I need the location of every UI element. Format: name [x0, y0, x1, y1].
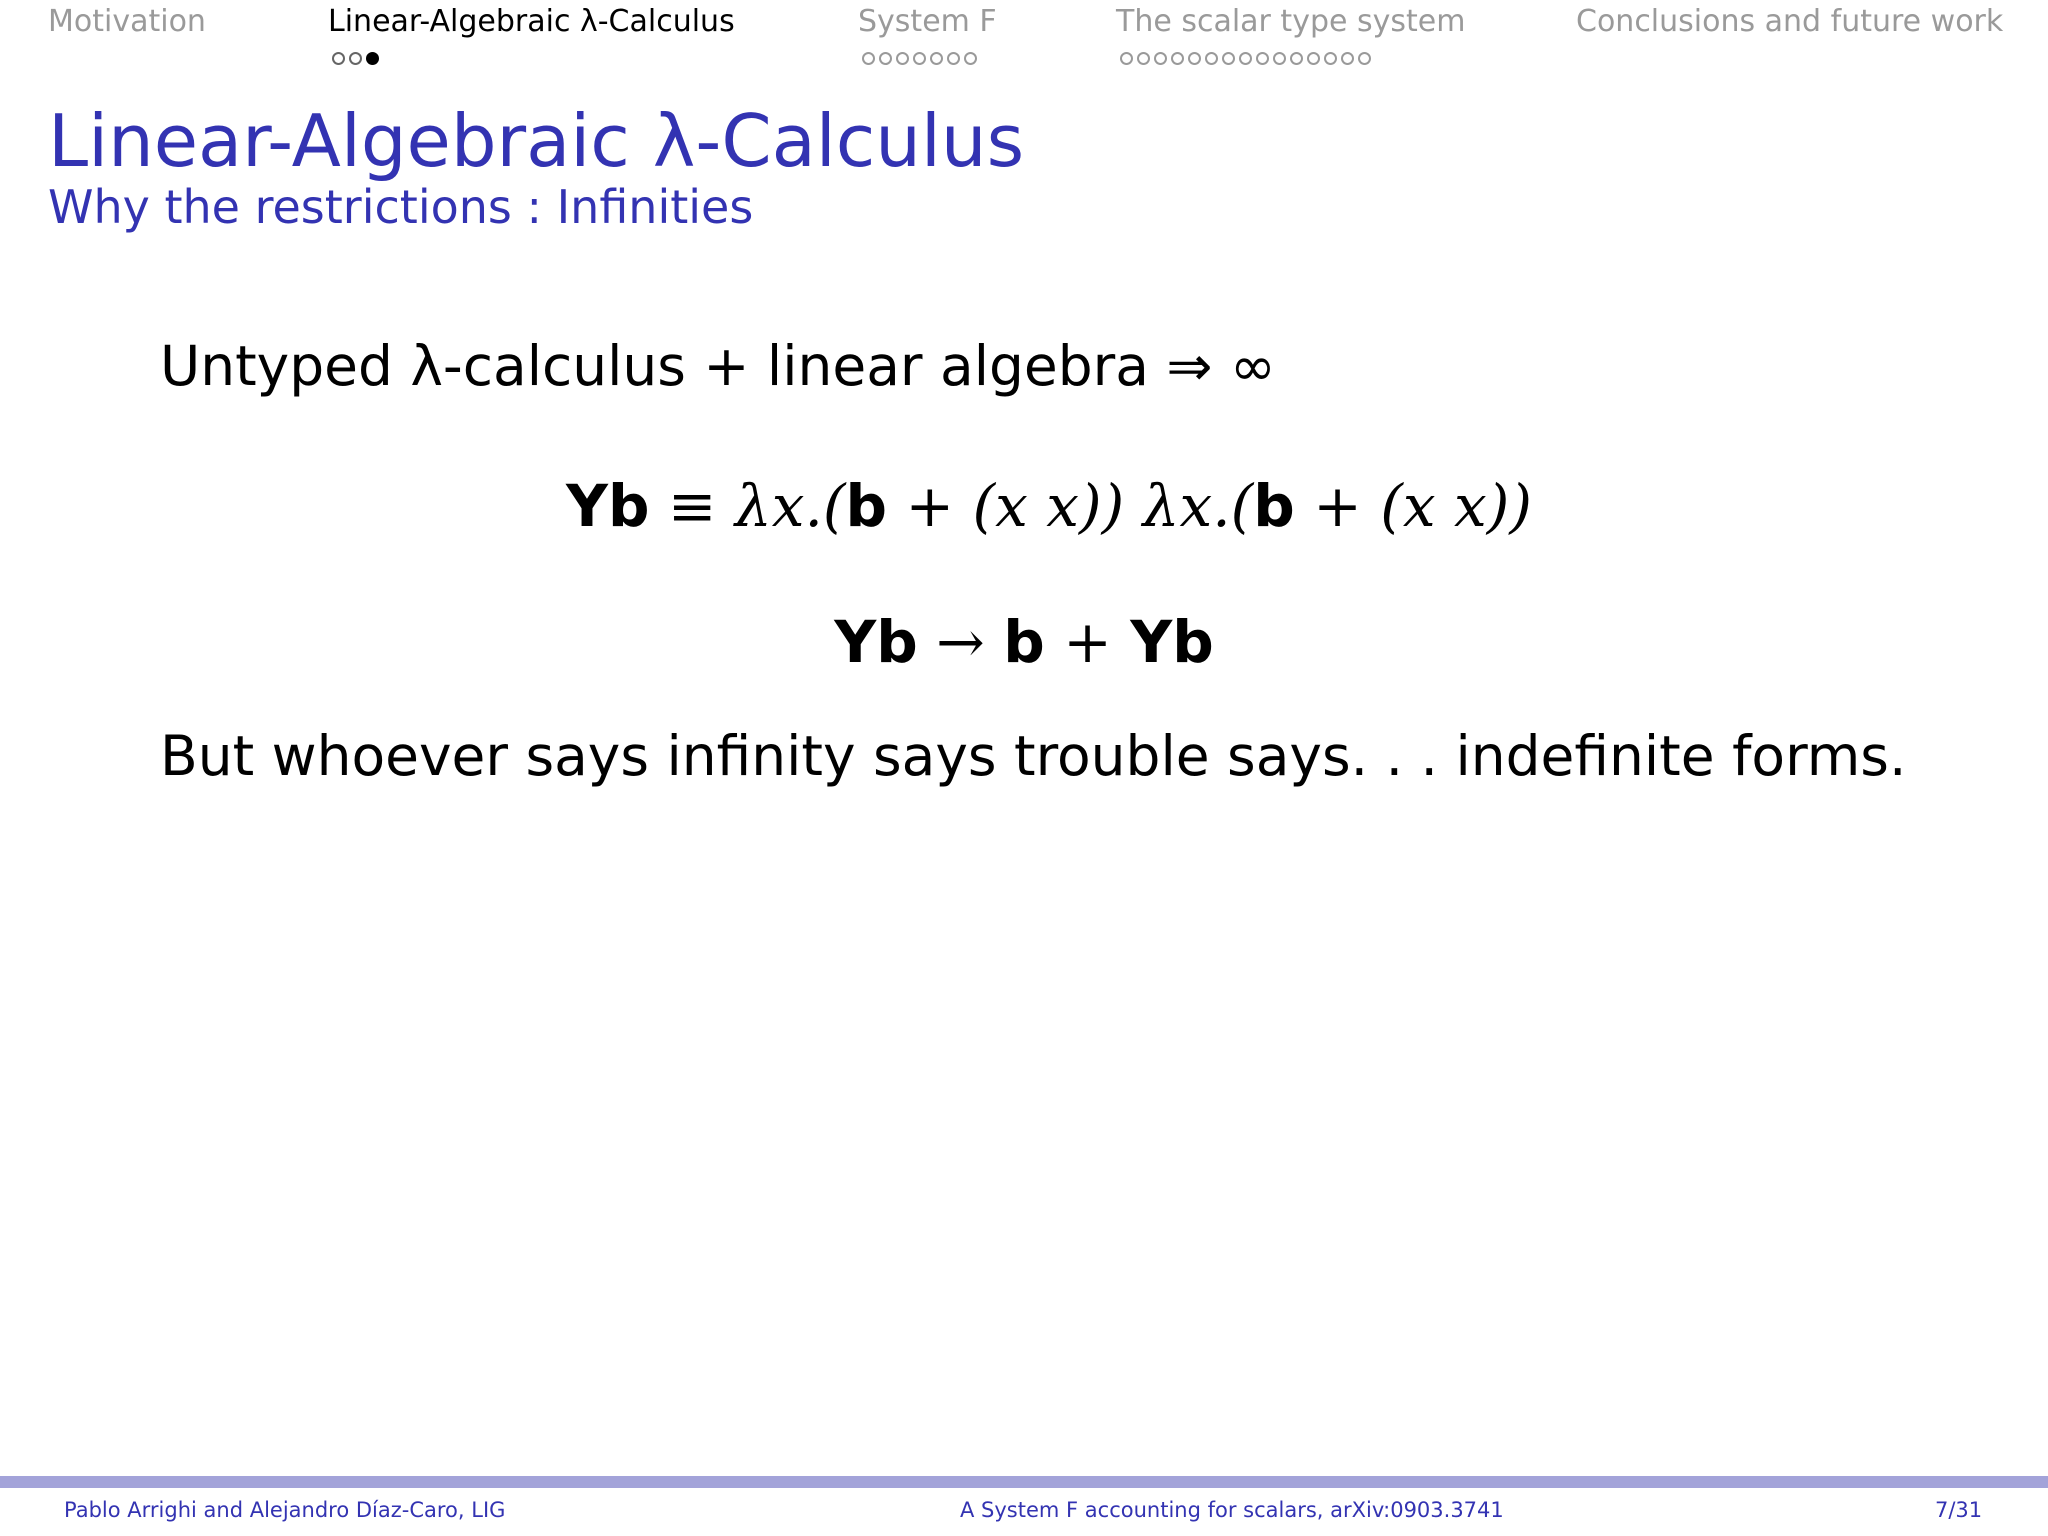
eq2-lhs: Yb [834, 608, 918, 676]
nav-dot[interactable] [1171, 52, 1184, 65]
nav-dot[interactable] [964, 52, 977, 65]
nav-dot[interactable] [1307, 52, 1320, 65]
nav-dots-system-f [862, 52, 977, 65]
nav-dot[interactable] [1273, 52, 1286, 65]
eq-b: b [845, 472, 888, 540]
eq-lambda-term: λx.( [734, 472, 846, 540]
nav-dot[interactable] [1120, 52, 1133, 65]
nav-dot[interactable] [332, 52, 345, 65]
eq2-plus: + [1044, 608, 1131, 676]
nav-dot[interactable] [913, 52, 926, 65]
nav-section-label[interactable]: System F [858, 4, 997, 39]
footer-authors: Pablo Arrighi and Alejandro Díaz-Caro, LIG [64, 1498, 506, 1522]
eq2-rhs: Yb [1130, 608, 1214, 676]
nav-dot[interactable] [896, 52, 909, 65]
closing-line: But whoever says infinity says trouble says. . . indefinite forms. [160, 724, 1907, 788]
nav-dot[interactable] [1290, 52, 1303, 65]
nav-dot[interactable] [1239, 52, 1252, 65]
eq2-arrow: → [917, 608, 1004, 676]
nav-dot[interactable] [1205, 52, 1218, 65]
nav-section-label[interactable]: Linear-Algebraic λ-Calculus [328, 4, 735, 39]
nav-dot[interactable] [1341, 52, 1354, 65]
nav-section-scalar-type-system[interactable] [1116, 0, 1465, 44]
eq-lambda-term-2: λx.( [1142, 472, 1254, 540]
nav-dot[interactable] [1188, 52, 1201, 65]
nav-section-label[interactable]: Motivation [48, 4, 206, 39]
nav-dot[interactable] [1137, 52, 1150, 65]
footer-page-number: 7/31 [1935, 1498, 1983, 1522]
y-combinator-reduction [0, 608, 2048, 676]
nav-dot[interactable] [1256, 52, 1269, 65]
nav-section-label[interactable]: Conclusions and future work [1576, 4, 2004, 39]
frame-subtitle: Why the restrictions : Infinities [48, 180, 754, 234]
nav-dot[interactable] [862, 52, 875, 65]
nav-section-linear-algebraic[interactable] [328, 0, 735, 44]
nav-dot[interactable] [1324, 52, 1337, 65]
eq-rest: + (x x)) [887, 472, 1143, 540]
nav-section-system-f[interactable] [858, 0, 997, 44]
y-combinator-definition [0, 472, 2048, 540]
nav-section-label[interactable]: The scalar type system [1116, 4, 1466, 39]
eq-rest-2: + (x x)) [1294, 472, 1533, 540]
nav-dot[interactable] [1154, 52, 1167, 65]
nav-dot[interactable] [930, 52, 943, 65]
footer-bar [0, 1476, 2048, 1488]
nav-dots-scalar-type-system [1120, 52, 1371, 65]
section-navigation [0, 0, 2048, 80]
nav-dot[interactable] [1358, 52, 1371, 65]
nav-dots-linear-algebraic [332, 52, 379, 65]
nav-dot[interactable] [947, 52, 960, 65]
nav-dot-current[interactable] [366, 52, 379, 65]
footer-talk-title: A System F accounting for scalars, arXiv:0903.3741 [960, 1498, 1504, 1522]
eq2-b: b [1003, 608, 1045, 676]
nav-section-conclusions[interactable] [1576, 0, 2003, 44]
nav-dot[interactable] [349, 52, 362, 65]
eq-b-2: b [1253, 472, 1295, 540]
eq-equiv: ≡ [649, 472, 735, 540]
nav-dot[interactable] [879, 52, 892, 65]
frame-title: Linear-Algebraic λ-Calculus [48, 99, 1025, 183]
nav-section-motivation[interactable] [48, 0, 206, 44]
eq-lhs: Yb [565, 472, 650, 540]
nav-dot[interactable] [1222, 52, 1235, 65]
statement-line: Untyped λ-calculus + linear algebra ⇒ ∞ [160, 334, 1276, 398]
